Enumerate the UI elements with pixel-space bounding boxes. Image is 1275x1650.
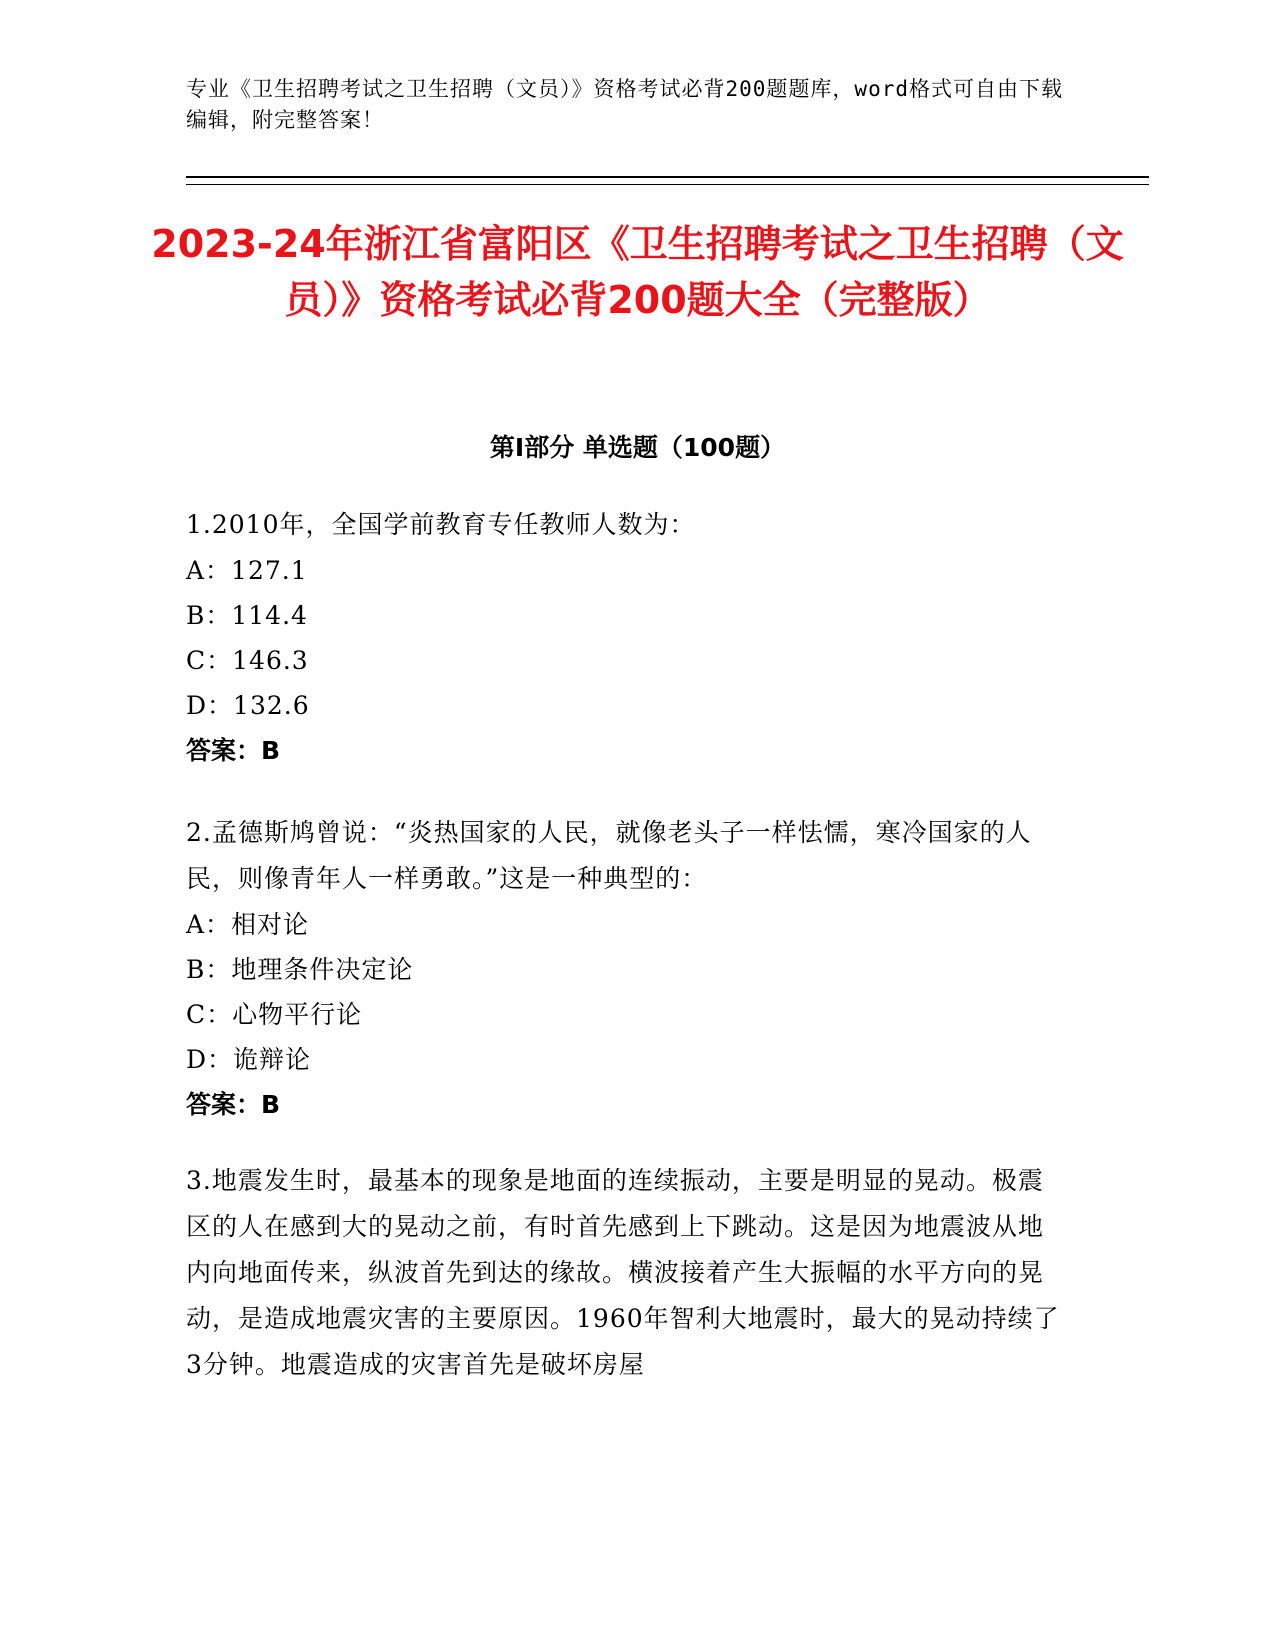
- option-a: A：127.1: [186, 556, 308, 585]
- question-3: [186, 1158, 1066, 1388]
- option-c: C：心物平行论: [186, 1000, 363, 1029]
- answer: 答案：B: [186, 1090, 281, 1119]
- document-title: 2023-24年浙江省富阳区《卫生招聘考试之卫生招聘（文员）》资格考试必背200题大全（完整版）: [151, 222, 1124, 322]
- section-heading: 第I部分 单选题（100题）: [489, 433, 786, 462]
- answer: 答案：B: [186, 736, 281, 765]
- option-d: D：132.6: [186, 691, 310, 720]
- question-2: [186, 810, 1066, 1127]
- option-a: A：相对论: [186, 910, 310, 939]
- question-1: [186, 502, 1066, 773]
- question-text: 2.孟德斯鸠曾说：“炎热国家的人民，就像老头子一样怯懦，寒冷国家的人民，则像青年人一样勇敢。”这是一种典型的：: [186, 818, 1032, 893]
- question-text: 1.2010年，全国学前教育专任教师人数为：: [186, 510, 696, 539]
- option-b: B：114.4: [186, 601, 308, 630]
- option-d: D：诡辩论: [186, 1045, 312, 1074]
- header-rule-thin: [186, 184, 1149, 185]
- header-rule-thick: [186, 176, 1149, 178]
- option-b: B：地理条件决定论: [186, 955, 414, 984]
- option-c: C：146.3: [186, 646, 309, 675]
- header-note: 专业《卫生招聘考试之卫生招聘（文员）》资格考试必背200题题库，word格式可自由下载编辑，附完整答案！: [186, 77, 1063, 132]
- question-text: 3.地震发生时，最基本的现象是地面的连续振动，主要是明显的晃动。极震区的人在感到大的晃动之前，有时首先感到上下跳动。这是因为地震波从地内向地面传来，纵波首先到达的缘故。横波接着产生大振幅的水平方向的晃动，是造成地震灾害的主要原因。1960年智利大地震时，最大的晃动持续了3分钟。地震造成的灾害首先是破坏房屋: [186, 1166, 1060, 1379]
